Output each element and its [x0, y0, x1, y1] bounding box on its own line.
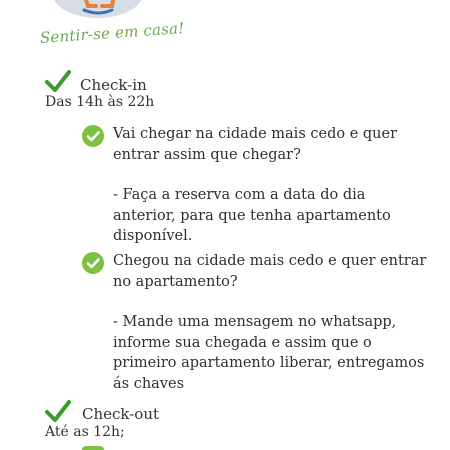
item-answer: - Faça a reserva com a data do dia anterior, para que tenha apartamento disponível.	[113, 187, 391, 244]
tagline: Sentir-se em casa!	[39, 18, 185, 47]
check-circle-icon	[82, 125, 104, 147]
item-answer: - Mande uma mensagem no whatsapp, informe sua chegada e assim que o primeiro apartamento liberar, entregamos ás chaves	[113, 314, 425, 392]
check-circle-icon	[82, 446, 104, 450]
header-title-fragment	[268, 0, 364, 8]
item-question: Chegou na cidade mais cedo e quer entrar no apartamento?	[113, 253, 427, 290]
section-title-check-out: Check-out	[82, 405, 160, 423]
section-subtitle-check-out: Até as 12h;	[45, 424, 125, 440]
section-subtitle-check-in: Das 14h às 22h	[45, 94, 155, 110]
section-title-check-in: Check-in	[80, 76, 147, 94]
check-mark-icon	[45, 70, 71, 92]
check-circle-icon	[82, 252, 104, 274]
item-question: Vai chegar na cidade mais cedo e quer entrar assim que chegar?	[113, 126, 398, 163]
check-mark-icon	[45, 400, 71, 422]
